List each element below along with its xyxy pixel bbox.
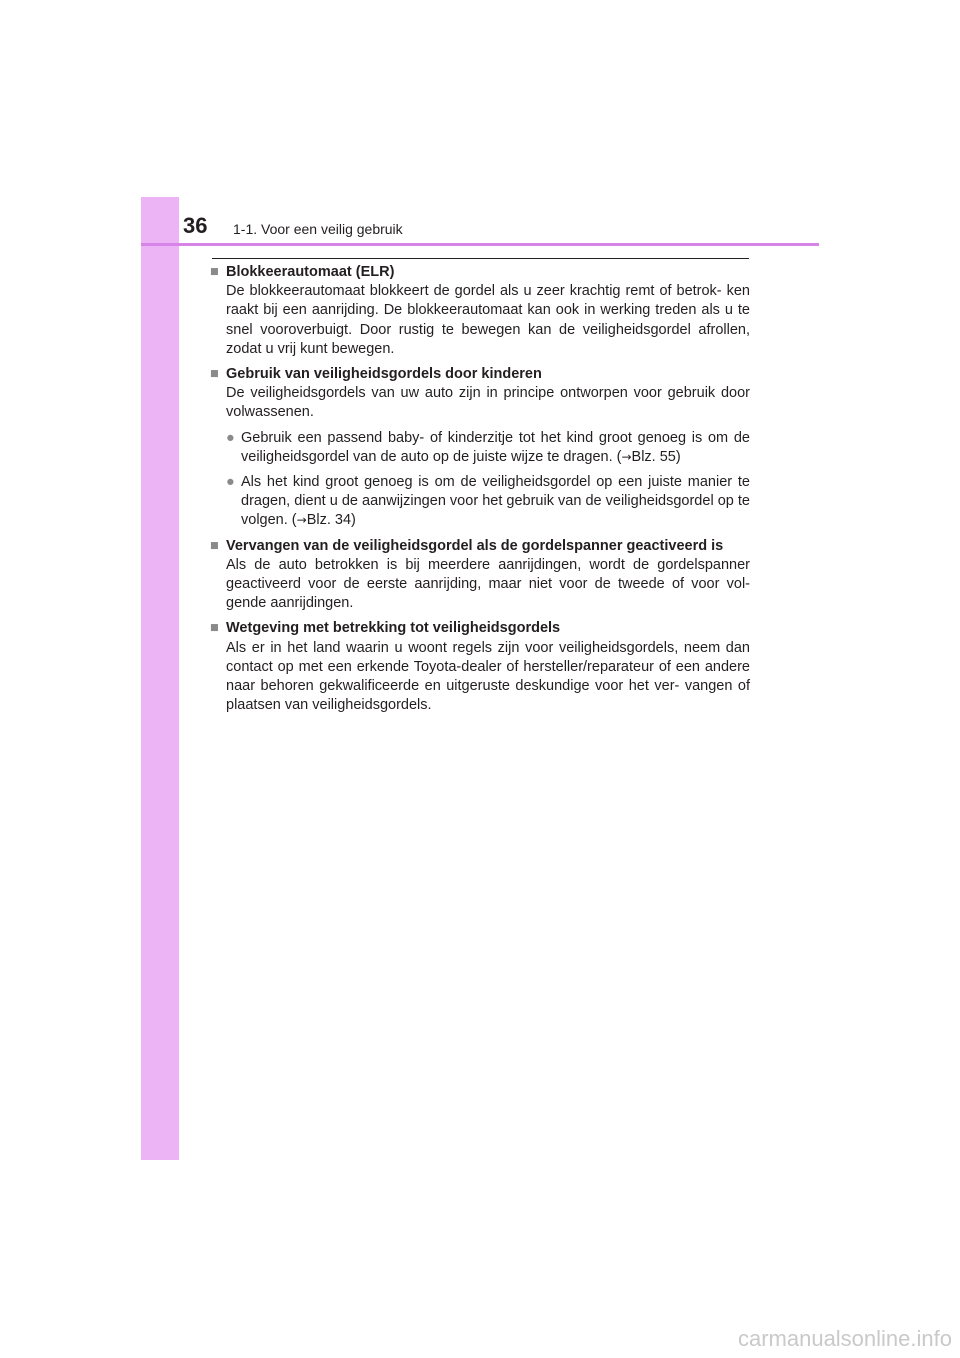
page-number: 36 [183, 213, 208, 238]
section-heading-text: Vervangen van de veiligheidsgordel als de gordelspanner geactiveerd is [226, 537, 724, 554]
watermark: carmanualsonline.info [737, 1326, 952, 1351]
section-heading [210, 263, 750, 282]
bullet-circle-icon: ● [226, 474, 235, 491]
section-heading [210, 537, 750, 556]
content-divider [212, 258, 749, 259]
section-children [210, 365, 750, 531]
page-reference-link[interactable]: Blz. 34 [306, 512, 352, 529]
chapter-side-band [141, 197, 179, 1160]
section-heading-text: Blokkeerautomaat (ELR) [226, 264, 395, 280]
page-reference-link[interactable]: Blz. 55 [631, 448, 676, 465]
section-body: Als er in het land waarin u woont regels zijn voor veiligheidsgordels, neem dan contact op met een erkende Toyota-dealer of hersteller/reparateur of een andere naar behoren gekwalificeerde en uitgeruste deskundige voor het ver- vangen of plaatsen van veiligheidsgordels. [226, 639, 750, 714]
arrow-right-icon: → [621, 449, 632, 464]
square-marker-icon: ■ [210, 620, 219, 637]
section-heading-text: Wetgeving met betrekking tot veiligheidsgordels [226, 620, 561, 637]
section-heading [210, 365, 750, 384]
bullet-item [226, 429, 750, 467]
section-pretensioner [210, 537, 750, 614]
bullet-text-close: ) [675, 448, 681, 465]
bullet-text-close: ) [351, 512, 356, 529]
page-content [210, 263, 750, 721]
header-rule [141, 243, 819, 246]
bullet-circle-icon: ● [226, 429, 235, 446]
section-elr [210, 263, 750, 359]
section-heading [210, 619, 750, 638]
section-legislation [210, 619, 750, 715]
arrow-right-icon: → [296, 513, 307, 528]
square-marker-icon: ■ [210, 537, 219, 554]
bullet-item [226, 473, 750, 531]
square-marker-icon: ■ [210, 366, 219, 383]
square-marker-icon: ■ [210, 264, 219, 280]
section-body: De veiligheidsgordels van uw auto zijn in principe ontworpen voor gebruik door volwassenen. [226, 385, 750, 421]
section-heading-text: Gebruik van veiligheidsgordels door kinderen [226, 366, 542, 383]
bullet-text: Gebruik een passend baby- of kinderzitje tot het kind groot genoeg is om de veiligheidsgordel van de auto op de juiste wijze te dragen. ( [241, 429, 750, 465]
section-body: Als de auto betrokken is bij meerdere aanrijdingen, wordt de gordelspanner geactiveerd voor de eerste aanrijding, maar niet voor de tweede of voor vol- gende aanrijdingen. [226, 556, 750, 612]
bullet-text: Als het kind groot genoeg is om de veiligheidsgordel op een juiste manier te dragen, dient u de aanwijzingen voor het gebruik van de veiligheidsgordel op te volgen. ( [241, 474, 750, 529]
chapter-title: 1-1. Voor een veilig gebruik [233, 221, 403, 237]
section-body: De blokkeerautomaat blokkeert de gordel als u zeer krachtig remt of betrok- ken raakt bij een aanrijding. De blokkeerautomaat kan ook in werking treden als u te snel vooroverbuigt. Door rustig te bewegen kan de veiligheidsgordel afrollen, zodat u vrij kunt bewegen. [226, 283, 750, 357]
